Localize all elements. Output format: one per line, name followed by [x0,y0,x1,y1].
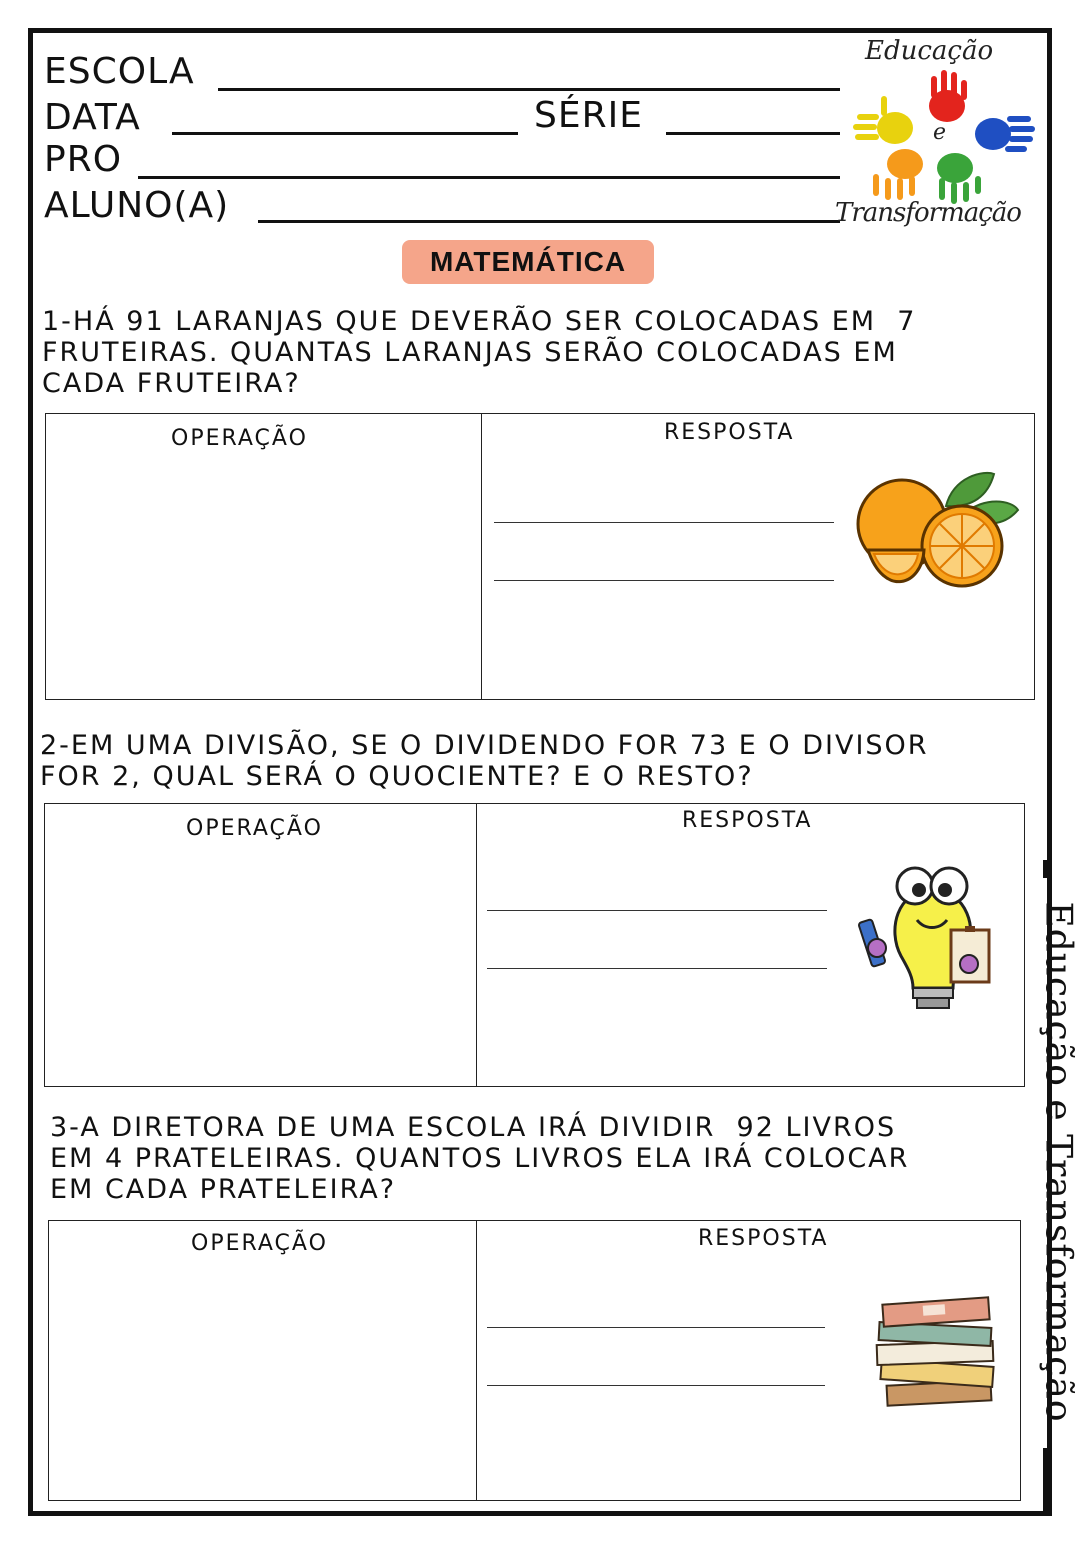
subject-badge: MATEMÁTICA [402,240,654,284]
question-2-answer-label: RESPOSTA [682,808,813,833]
book-stack-icon [869,1291,1009,1411]
question-1-line-1: 1-HÁ 91 LARANJAS QUE DEVERÃO SER COLOCADAS EM 7 [42,306,917,337]
question-1-answer-line-2[interactable] [494,580,834,581]
red-hand-icon [929,70,967,122]
grade-label: SÉRIE [534,95,643,136]
question-1-answer-line-1[interactable] [494,522,834,523]
question-3-line-1: 3-A DIRETORA DE UMA ESCOLA IRÁ DIVIDIR 92 LIVROS [50,1112,897,1143]
question-3-divider [476,1221,477,1500]
question-2-text [40,730,929,792]
logo-middle-text: e [933,120,947,145]
question-1-divider [481,414,482,699]
logo-top-text: Educação [865,36,994,66]
question-2-line-2: FOR 2, QUAL SERÁ O QUOCIENTE? E O RESTO? [40,761,754,792]
question-3-operation-label: OPERAÇÃO [191,1231,328,1256]
teacher-blank[interactable] [138,176,840,179]
logo-bottom-text: Transformação [835,198,1021,228]
school-label: ESCOLA [44,51,195,92]
oranges-icon [854,466,1024,606]
question-3-line-2: EM 4 PRATELEIRAS. QUANTOS LIVROS ELA IRÁ COLOCAR [50,1143,910,1174]
side-watermark: Educação e Transformação [1037,901,1079,1423]
question-3-answer-line-1[interactable] [487,1327,825,1328]
question-1-operation-area[interactable] [48,454,480,694]
student-label: ALUNO(A) [44,185,230,226]
blue-hand-icon [975,116,1035,152]
question-3-answer-line-2[interactable] [487,1385,825,1386]
date-label: DATA [44,97,141,138]
yellow-hand-icon [853,96,913,144]
question-3-line-3: EM CADA PRATELEIRA? [50,1174,397,1205]
question-2-operation-area[interactable] [47,844,475,1082]
question-3-answer-box [48,1220,1021,1501]
question-1-answer-box [45,413,1035,700]
question-3-operation-area[interactable] [51,1261,475,1497]
question-2-line-1: 2-EM UMA DIVISÃO, SE O DIVIDENDO FOR 73 E O DIVISOR [40,730,929,761]
date-blank[interactable] [172,132,518,135]
question-2-answer-line-2[interactable] [487,968,827,969]
question-3-answer-label: RESPOSTA [698,1226,829,1251]
logo [835,36,1050,236]
question-1-line-2: FRUTEIRAS. QUANTAS LARANJAS SERÃO COLOCADAS EM [42,337,898,368]
question-2-answer-box [44,803,1025,1087]
teacher-label: PRO [44,139,123,180]
side-rule-top [1043,860,1047,878]
question-2-answer-line-1[interactable] [487,910,827,911]
orange-hand-icon [873,149,923,200]
grade-blank[interactable] [666,132,840,135]
school-blank[interactable] [218,88,840,91]
question-2-divider [476,804,477,1086]
question-1-answer-label: RESPOSTA [664,420,795,445]
student-blank[interactable] [258,220,840,223]
question-1-text [42,306,916,399]
question-2-operation-label: OPERAÇÃO [186,816,323,841]
green-hand-icon [937,153,981,204]
question-3-text [50,1112,909,1205]
side-rule-bottom [1043,1448,1047,1512]
question-1-operation-label: OPERAÇÃO [171,426,308,451]
lightbulb-character-icon [857,860,1007,1020]
question-1-line-3: CADA FRUTEIRA? [42,368,301,399]
